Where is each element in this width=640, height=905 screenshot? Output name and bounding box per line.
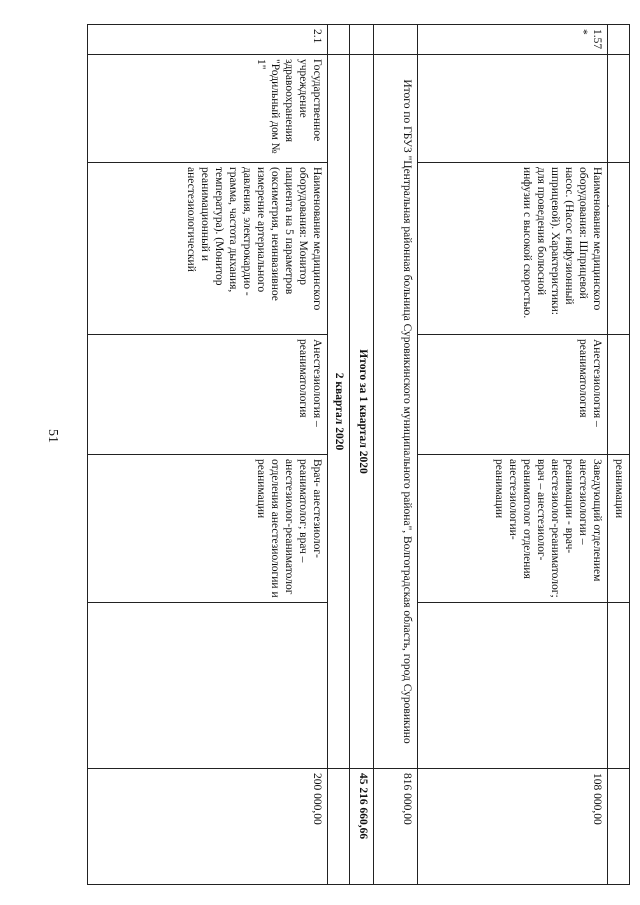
funding-table (87, 24, 630, 885)
cell-amount: 108 000,00 (418, 769, 608, 885)
cell-profile: Анестезиология – реаниматология (88, 335, 328, 455)
cell-empty (328, 769, 350, 885)
table-row (328, 25, 350, 885)
cell-amount: 200 000,00 (88, 769, 328, 885)
cell-profile (608, 335, 630, 455)
cell-org (608, 55, 630, 163)
table-row (374, 25, 418, 885)
quarter1-total-amount: 45 216 660,66 (350, 769, 374, 885)
cell-profile: Анестезиология – реаниматология (418, 335, 608, 455)
page-stage (56, 0, 630, 905)
table-row (350, 25, 374, 885)
quarter2-heading: 2 квартал 2020 (328, 55, 350, 769)
cell-org (418, 55, 608, 163)
cell-positions: Заведующий отделением анестезиологии – реанимации - врач-анестезиолог-реаниматолог; врач – анестезиолог-реаниматолог отделения анестезиологии-реанимации (418, 455, 608, 603)
cell-num: 1.57 * (418, 25, 608, 55)
cell-equipment (608, 163, 630, 335)
quarter1-total-label: Итого за 1 квартал 2020 (350, 55, 374, 769)
cell-num (608, 25, 630, 55)
cell-equipment: Наименование медицинского оборудования: Шприцевой насос. (Насос инфузионный шприцевой). Характеристики: для проведения болюсной инфузии с высокой скоростью. (418, 163, 608, 335)
cell-org: Государственное учреждение здравоохранения "Родильный дом № 1" (88, 55, 328, 163)
subtotal-org-label: Итого по ГБУЗ "Центральная районная больница Суровикинского муниципального района", Волгоградская область, город Суровикино (374, 55, 418, 769)
cell-col5 (418, 603, 608, 769)
cell-empty (350, 25, 374, 55)
cell-empty (328, 25, 350, 55)
cell-positions: Врач- анестезиолог-реаниматолог; врач – анестезиолог-реаниматолог отделения анестезиологии и реанимации (88, 455, 328, 603)
page-number: 51 (45, 429, 60, 443)
cell-equipment: Наименование медицинского оборудования: Монитор пациента на 5 параметров (оксиметрия, неинвазивное измерение артериального давления, электрокардио - грамма, частота дыхания, температура). (Монитор реанимационный и анестезиологический (88, 163, 328, 335)
cell-col5 (608, 603, 630, 769)
rotated-table-wrapper (56, 24, 630, 884)
table-row (608, 25, 630, 885)
cell-num: 2.1 (88, 25, 328, 55)
cell-positions: реанимации (608, 455, 630, 603)
cell-empty (374, 25, 418, 55)
cell-col5 (88, 603, 328, 769)
table-row (418, 25, 608, 885)
cell-amount (608, 769, 630, 885)
table-row (88, 25, 328, 885)
subtotal-org-amount: 816 000,00 (374, 769, 418, 885)
